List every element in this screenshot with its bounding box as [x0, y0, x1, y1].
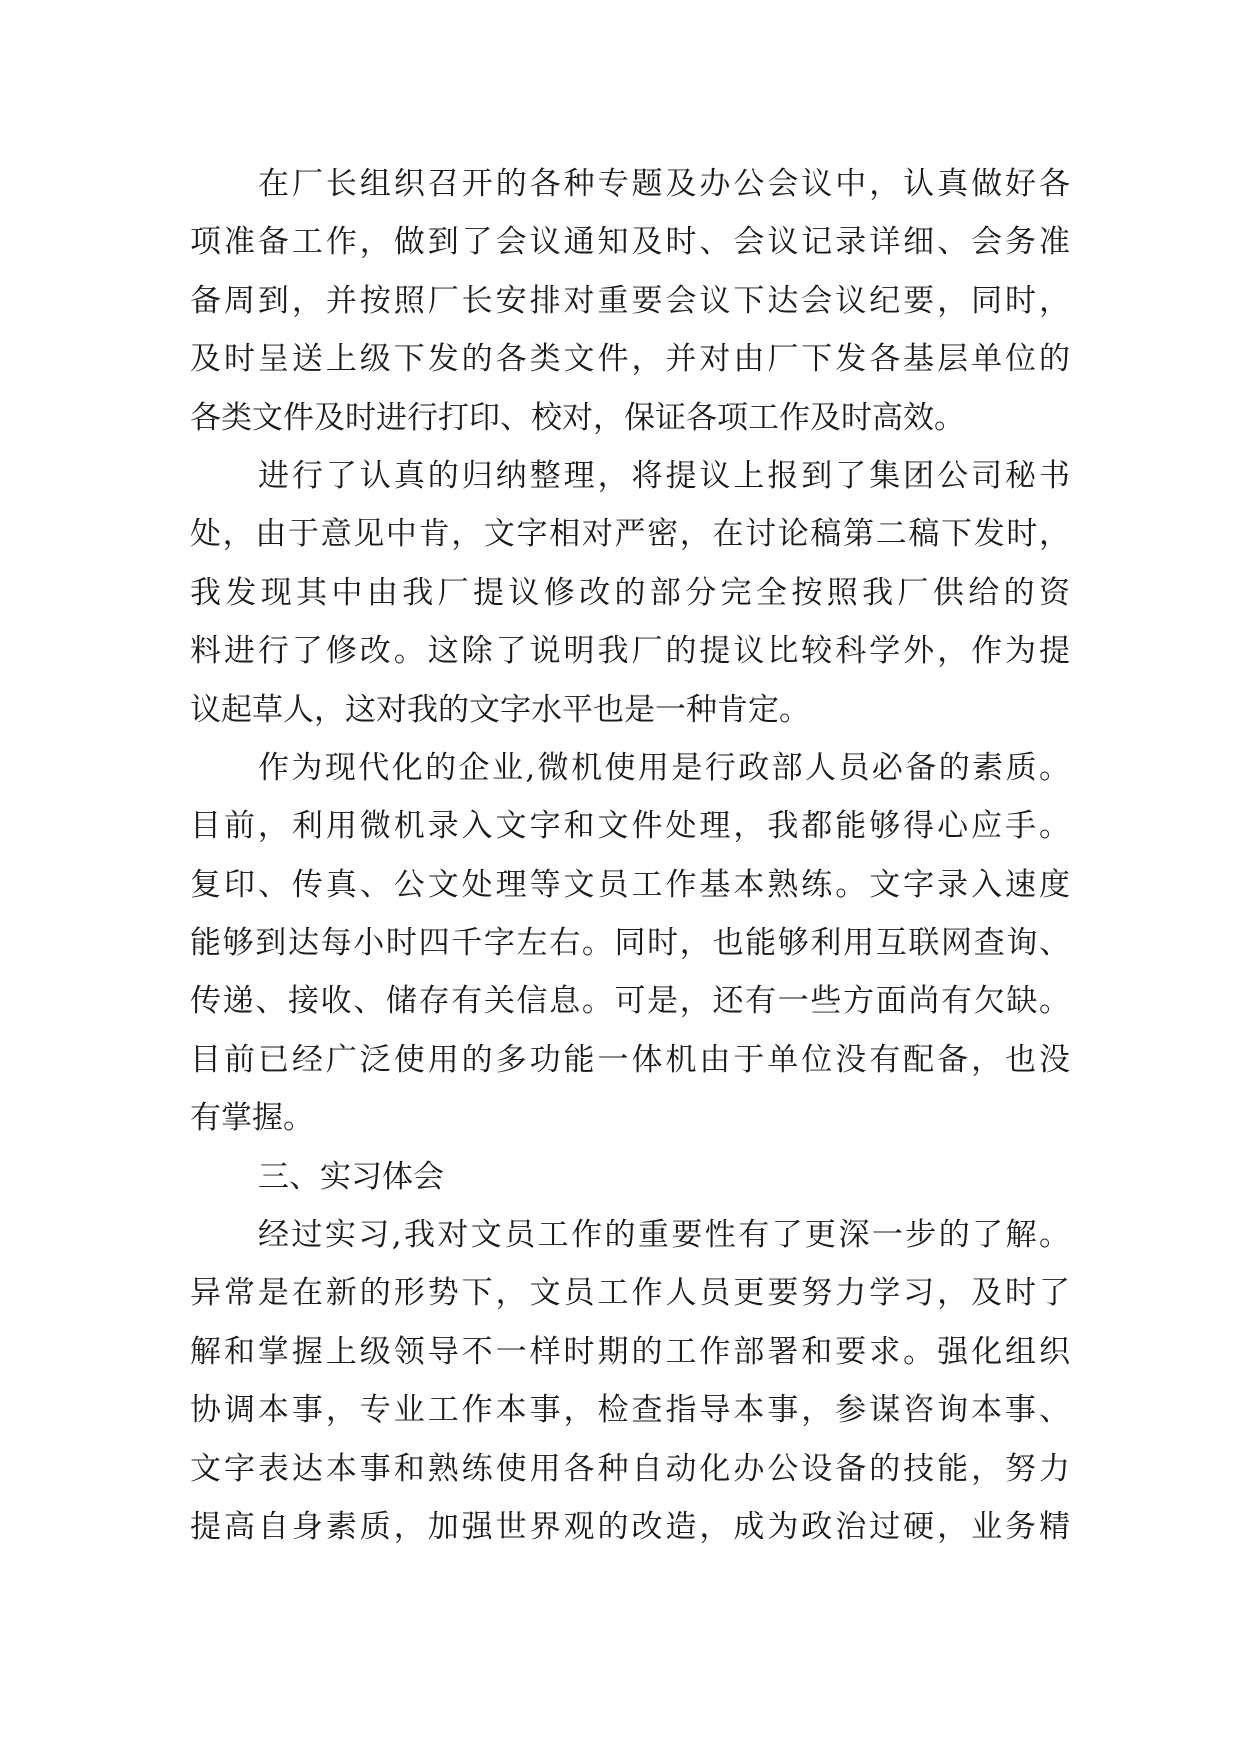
text-line: 三、实习体会: [258, 1158, 444, 1195]
text-line: 作为现代化的企业,微机使用是行政部人员必备的素质。: [258, 749, 1070, 786]
text-line: 备周到，并按照厂长安排对重要会议下达会议纪要，同时，: [190, 282, 1070, 319]
paragraph: [190, 1206, 1070, 1556]
text-line: 各类文件及时进行打印、校对，保证各项工作及时高效。: [190, 399, 965, 436]
text-line: 处，由于意见中肯，文字相对严密，在讨论稿第二稿下发时，: [190, 516, 1070, 553]
text-line: 进行了认真的归纳整理，将提议上报到了集团公司秘书: [258, 457, 1070, 494]
paragraph: [190, 447, 1070, 739]
text-line: 协调本事，专业工作本事，检查指导本事，参谋咨询本事、: [190, 1392, 1070, 1429]
text-line: 议起草人，这对我的文字水平也是一种肯定。: [190, 691, 810, 728]
paragraph: [190, 739, 1070, 1148]
text-line: 文字表达本事和熟练使用各种自动化办公设备的技能，努力: [190, 1450, 1070, 1487]
text-line: 提高自身素质，加强世界观的改造，成为政治过硬，业务精: [190, 1508, 1070, 1545]
text-line: 目前已经广泛使用的多功能一体机由于单位没有配备，也没: [190, 1041, 1070, 1078]
text-line: 有掌握。: [190, 1100, 314, 1137]
text-line: 目前，利用微机录入文字和文件处理，我都能够得心应手。: [190, 808, 1070, 845]
text-line: 解和掌握上级领导不一样时期的工作部署和要求。强化组织: [190, 1333, 1070, 1370]
text-line: 及时呈送上级下发的各类文件，并对由厂下发各基层单位的: [190, 341, 1070, 378]
text-line: 在厂长组织召开的各种专题及办公会议中，认真做好各: [258, 166, 1070, 202]
text-line: 复印、传真、公文处理等文员工作基本熟练。文字录入速度: [190, 866, 1070, 903]
text-line: 料进行了修改。这除了说明我厂的提议比较科学外，作为提: [190, 633, 1070, 670]
paragraph: [190, 155, 1070, 447]
document-body: [190, 155, 1070, 1556]
text-line: 异常是在新的形势下，文员工作人员更要努力学习，及时了: [190, 1275, 1070, 1312]
text-line: 传递、接收、储存有关信息。可是，还有一些方面尚有欠缺。: [190, 983, 1070, 1020]
text-line: 项准备工作，做到了会议通知及时、会议记录详细、会务准: [190, 224, 1070, 261]
text-line: 能够到达每小时四千字左右。同时，也能够利用互联网查询、: [190, 925, 1070, 962]
section-heading: [190, 1148, 1070, 1206]
text-line: 我发现其中由我厂提议修改的部分完全按照我厂供给的资: [190, 574, 1070, 611]
text-line: 经过实习,我对文员工作的重要性有了更深一步的了解。: [258, 1217, 1070, 1254]
